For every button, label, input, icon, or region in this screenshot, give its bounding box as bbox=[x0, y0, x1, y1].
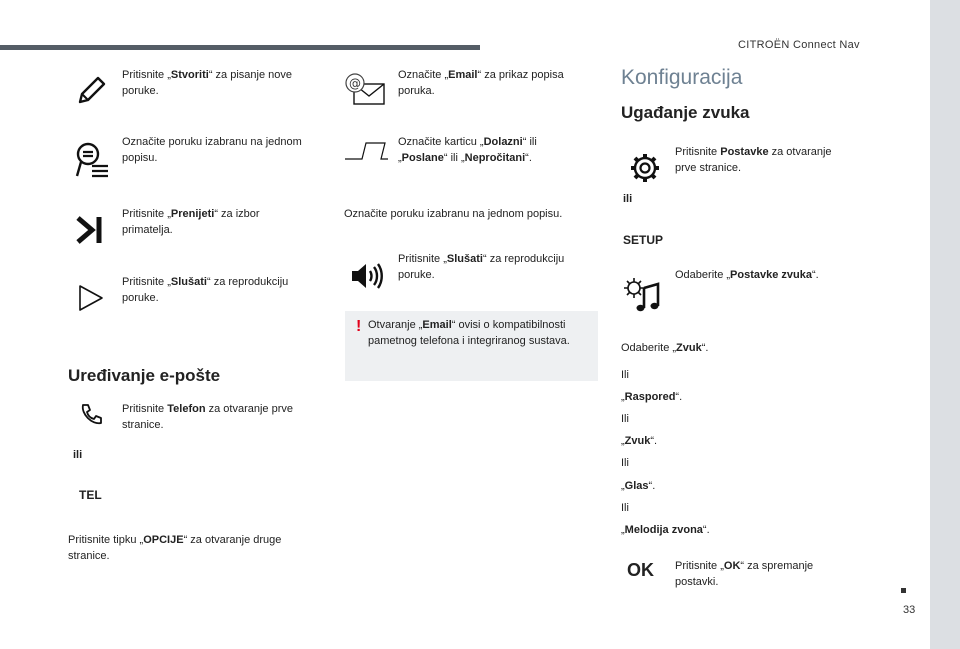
col3-item-settings: Pritisnite Postavke za otvaranje prve stranice. bbox=[675, 146, 832, 174]
play-icon bbox=[77, 284, 105, 312]
email-icon bbox=[344, 72, 386, 106]
col3-or-2: Ili bbox=[621, 413, 629, 425]
section-title-email-edit: Uređivanje e-pošte bbox=[68, 366, 221, 385]
warning-icon: ! bbox=[356, 318, 362, 335]
col3-or-4: Ili bbox=[621, 502, 629, 514]
col2-item-select: Označite poruku izabranu na jednom popisu. bbox=[344, 208, 563, 220]
col3-option-layout: „Raspored“. bbox=[621, 391, 683, 403]
setup-button-label: SETUP bbox=[623, 233, 664, 247]
phone-icon bbox=[78, 402, 104, 428]
col2-item-email: Označite „Email“ za prikaz popisa poruka. bbox=[398, 69, 564, 97]
tel-button-label: TEL bbox=[79, 488, 102, 502]
header-rule bbox=[0, 45, 480, 50]
svg-text:@: @ bbox=[349, 76, 361, 91]
message-list-icon bbox=[74, 140, 110, 180]
brand-title: CITROËN Connect Nav bbox=[738, 39, 860, 51]
col2-item-listen: Pritisnite „Slušati“ za reprodukciju poruke. bbox=[398, 253, 565, 281]
page-number: 33 bbox=[903, 604, 916, 616]
col3-select-sound: Odaberite „Zvuk“. bbox=[621, 342, 709, 354]
page-title: Konfiguracija bbox=[621, 66, 743, 89]
col3-item-ok: Pritisnite „OK“ za spremanje postavki. bbox=[675, 560, 814, 588]
forward-icon bbox=[76, 214, 106, 246]
col3-or-label: ili bbox=[623, 193, 633, 205]
col1-item-options: Pritisnite tipku „OPCIJE“ za otvaranje druge stranice. bbox=[68, 534, 282, 562]
gear-icon bbox=[629, 152, 661, 184]
col1-item-forward: Pritisnite „Prenijeti“ za izbor primatelja. bbox=[122, 208, 260, 236]
col1-item-listen: Pritisnite „Slušati“ za reprodukciju poruke. bbox=[122, 276, 289, 304]
page-marker bbox=[901, 588, 906, 593]
speaker-icon bbox=[350, 262, 384, 290]
pencil-icon bbox=[76, 74, 108, 106]
tab-icon bbox=[344, 141, 388, 161]
col1-or-label: ili bbox=[73, 449, 83, 461]
col3-or-3: Ili bbox=[621, 457, 629, 469]
col1-item-phone: Pritisnite Telefon za otvaranje prve stranice. bbox=[122, 403, 293, 431]
col3-option-voice: „Glas“. bbox=[621, 480, 656, 492]
ok-button-label: OK bbox=[627, 560, 654, 580]
warning-text: Otvaranje „Email“ ovisi o kompatibilnosti pametnog telefona i integriranog sustava. bbox=[368, 319, 570, 347]
section-title-sound: Ugađanje zvuka bbox=[621, 103, 750, 122]
col3-option-sound: „Zvuk“. bbox=[621, 435, 658, 447]
col1-item-create: Pritisnite „Stvoriti“ za pisanje nove poruke. bbox=[122, 69, 292, 97]
col3-or-1: Ili bbox=[621, 369, 629, 381]
page-edge-strip bbox=[930, 0, 960, 649]
col1-item-select: Označite poruku izabranu na jednom popisu. bbox=[122, 136, 302, 164]
col2-item-tabs: Označite karticu „Dolazni“ ili „Poslane“ ili „Nepročitani“. bbox=[398, 136, 537, 164]
sound-settings-icon bbox=[622, 276, 662, 314]
col3-option-ringtone: „Melodija zvona“. bbox=[621, 524, 710, 536]
col3-item-sound-settings: Odaberite „Postavke zvuka“. bbox=[675, 269, 819, 281]
